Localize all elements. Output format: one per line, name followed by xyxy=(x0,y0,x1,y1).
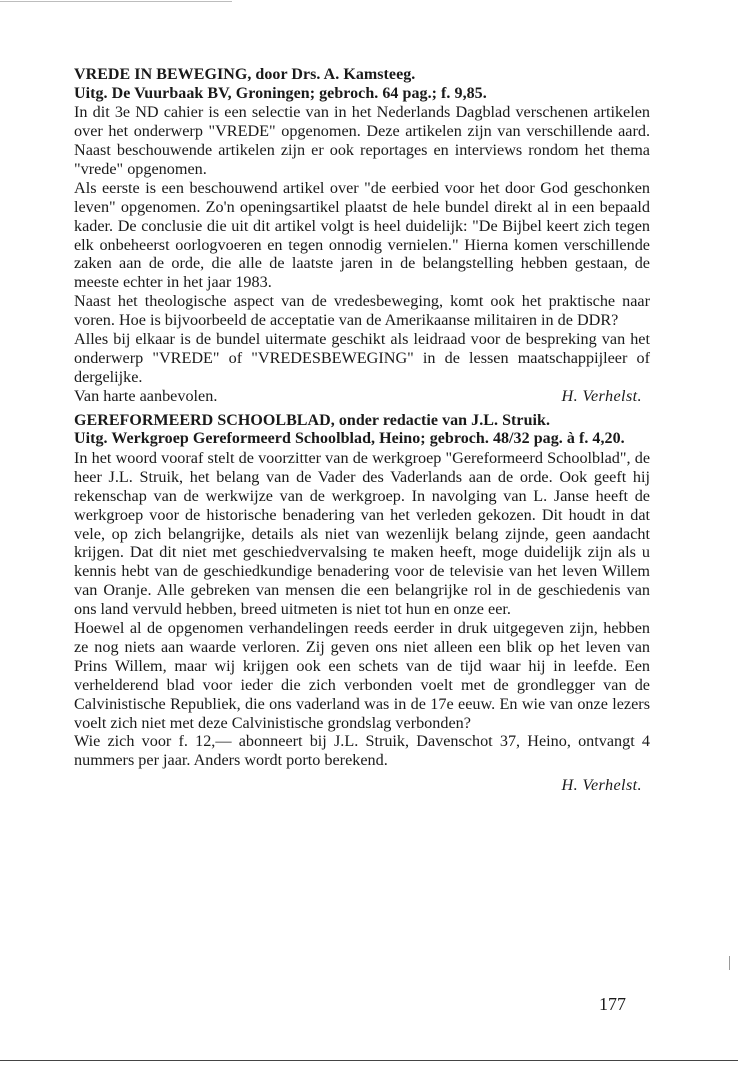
review-heading-publisher: Uitg. De Vuurbaak BV, Groningen; gebroch. 64 pag.; f. 9,85. xyxy=(74,84,487,102)
page-number: 177 xyxy=(599,994,626,1014)
review-paragraph: Wie zich voor f. 12,— abonneert bij J.L. Struik, Davenschot 37, Heino, ontvangt 4 nummers per jaar. Anders wordt porto berekend. xyxy=(74,732,650,770)
review-paragraph: Als eerste is een beschouwend artikel over "de eerbied voor het door God geschonken leven" opgenomen. Zo'n openingsartikel plaatst de hele bundel direkt al in een bepaald kader. De conclusie die uit dit artikel volgt is heel duidelijk: "De Bijbel keert zich tegen elk onbeheerst oorlogvoeren en tegen onnodig vernielen." Hierna komen verschillende zaken aan de orde, die alle de laatste jaren in de belangstelling hebben gestaan, de meeste echter in het jaar 1983. xyxy=(74,178,650,292)
review-paragraph: In het woord vooraf stelt de voorzitter van de werkgroep "Gereformeerd Schoolblad", de heer J.L. Struik, het belang van de Vader des Vaderlands aan de orde. Ook geeft hij rekenschap van de werkwijze van de werkgroep. In navolging van L. Janse heeft de werkgroep voor de historische benadering van het verleden gekozen. Dit houdt in dat vele, op zich belangrijke, details als niet van wezenlijk belang zijnde, geen aandacht krijgen. Dat dit niet met geschiedvervalsing te maken heeft, moge duidelijk zijn als u kennis hebt van de geschiedkundige benadering voor de televisie van het leven Willem van Oranje. Alle gebreken van mensen die een belangrijke rol in de geschiedenis van ons land vervuld hebben, breed uitmeten is niet tot hun en onze eer. xyxy=(74,448,650,619)
review-paragraph: Alles bij elkaar is de bundel uitermate geschikt als leidraad voor de bespreking van het onderwerp "VREDE" of "VREDESBEWEGING" in de lessen maatschappijleer of dergelijke. xyxy=(74,330,650,386)
review-gereformeerd-schoolblad xyxy=(74,412,650,796)
top-rule xyxy=(0,1,232,2)
review-vrede-in-beweging xyxy=(74,66,650,406)
review-heading-publisher: Uitg. Werkgroep Gereformeerd Schoolblad, Heino; gebroch. 48/32 pag. à f. 4,20. xyxy=(74,430,625,448)
review-heading-title: GEREFORMEERD SCHOOLBLAD, onder redactie van J.L. Struik. xyxy=(74,411,551,429)
review-heading-title: VREDE IN BEWEGING, door Drs. A. Kamsteeg. xyxy=(74,66,416,83)
page-content xyxy=(74,66,650,795)
bottom-rule xyxy=(0,1060,738,1061)
review-paragraph: Hoewel al de opgenomen verhandelingen reeds eerder in druk uitgegeven zijn, hebben ze nog niets aan waarde verloren. Zij geven ons niet alleen een blik op het leven van Prins Willem, maar wij krijgen ook een schets van de tijd waar hij in leefde. Een verhelderend blad voor ieder die zich verbonden voelt met de grondlegger van de Calvinistische Republiek, die ons vaderland was in de 17e eeuw. En wie van onze lezers voelt zich niet met deze Calvinistische grondslag verbonden? xyxy=(74,619,650,732)
review-closing: Van harte aanbevolen. xyxy=(74,386,218,405)
review-paragraph: In dit 3e ND cahier is een selectie van in het Nederlands Dagblad verschenen artikelen over het onderwerp "VREDE" opgenomen. Deze artikelen zijn van verschillende aard. Naast beschouwende artikelen zijn er ook reportages en interviews rondom het thema "vrede" opgenomen. xyxy=(74,103,650,178)
review-paragraph: Naast het theologische aspect van de vredesbeweging, komt ook het praktische naar voren. Hoe is bijvoorbeeld de acceptatie van de Amerikaanse militairen in de DDR? xyxy=(74,292,650,330)
reviewer-signature: H. Verhelst. xyxy=(561,386,642,405)
margin-mark xyxy=(729,956,730,970)
reviewer-signature: H. Verhelst. xyxy=(561,776,642,795)
review-closing-line xyxy=(74,387,650,406)
